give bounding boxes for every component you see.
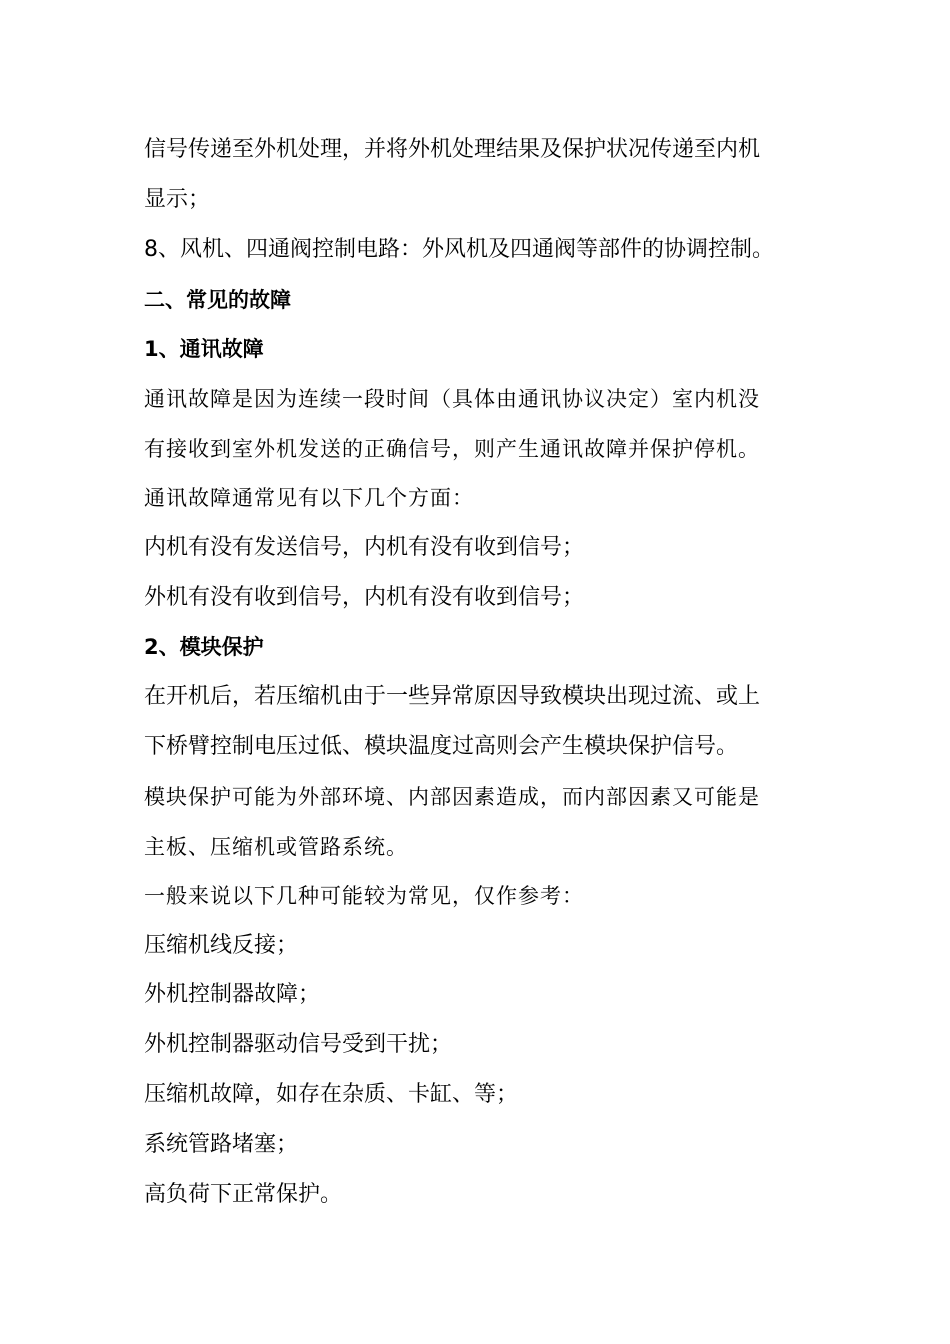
- paragraph-line: 下桥臂控制电压过低、模块温度过高则会产生模块保护信号。: [144, 734, 739, 759]
- paragraph-line: 信号传递至外机处理，并将外机处理结果及保护状况传递至内机: [144, 137, 761, 162]
- paragraph-line: 通讯故障通常见有以下几个方面：: [144, 486, 474, 510]
- subsection-heading: 1、通讯故障: [144, 337, 264, 361]
- list-item: 系统管路堵塞；: [144, 1132, 299, 1157]
- list-item: 外机控制器故障；: [144, 982, 321, 1007]
- paragraph-line: 一般来说以下几种可能较为常见，仅作参考：: [144, 884, 584, 908]
- list-item: 内机有没有发送信号，内机有没有收到信号；: [144, 535, 585, 560]
- paragraph-line: 模块保护可能为外部环境、内部因素造成，而内部因素又可能是: [144, 785, 760, 809]
- list-item: 外机有没有收到信号，内机有没有收到信号；: [144, 585, 585, 610]
- section-heading: 二、常见的故障: [144, 288, 291, 312]
- subsection-heading: 2、模块保护: [144, 635, 264, 659]
- list-item: 压缩机故障，如存在杂质、卡缸、等；: [144, 1082, 519, 1107]
- paragraph-line: 在开机后，若压缩机由于一些异常原因导致模块出现过流、或上: [144, 684, 761, 709]
- list-item: 压缩机线反接；: [144, 933, 299, 958]
- paragraph-line: 主板、压缩机或管路系统。: [144, 835, 408, 859]
- list-item: 外机控制器驱动信号受到干扰；: [144, 1032, 453, 1057]
- list-item: 高负荷下正常保护。: [144, 1182, 343, 1207]
- paragraph-line: 通讯故障是因为连续一段时间（具体由通讯协议决定）室内机没: [144, 387, 760, 411]
- paragraph-line: 8、风机、四通阀控制电路：外风机及四通阀等部件的协调控制。: [144, 237, 774, 262]
- paragraph-line: 有接收到室外机发送的正确信号，则产生通讯故障并保护停机。: [144, 437, 760, 461]
- paragraph-line: 显示；: [144, 187, 211, 212]
